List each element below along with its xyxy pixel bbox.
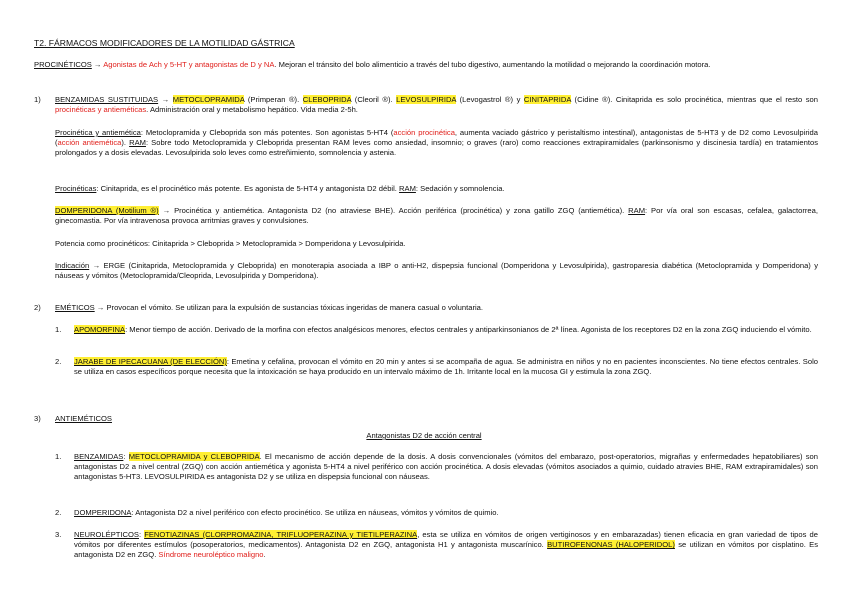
procinetica-antiemetica-paragraph: Procinética y antiemética: Metoclopramida y Cleboprida son más potentes. Son agonistas 5-HT4 (acción procinética, aumenta vaciado gástrico y peristaltismo intestinal), antagonistas de 5-HT3 y de D2 como Levosulpirida (acción antiemética). RAM: Sobre todo Metoclopramida y Cleboprida presentan RAM leves como ansiedad, insomnio; o graves (raro) como reacciones extrapiramidales (parkinsonismo y discinesia tardía) en tratamientos prolongados y a dosis elevadas. Levosulpirida solo leves como estreñimiento, somnolencia y astenia.: [55, 128, 818, 158]
domperidona-antiemetico-paragraph: DOMPERIDONA: Antagonista D2 a nivel periférico con efecto procinético. Se utiliza en náuseas, vómitos y vómitos de quimio.: [74, 508, 499, 517]
drug-metoclopramida: METOCLOPRAMIDA: [172, 95, 245, 104]
procineticas-paragraph: Procinéticas: Cinitaprida, es el procinético más potente. Es agonista de 5-HT4 y antagonista D2 débil. RAM: Sedación y somnolencia.: [55, 184, 505, 193]
ipecacuana-paragraph: JARABE DE IPECACUANA (DE ELECCIÓN): Emetina y cefalina, provocan el vómito en 20 min y antes si se acompaña de agua. Se administra en niños y no en pacientes inconscientes. No tiene efectos centrales. Solo se utiliza en casos específicos porque necesita que la intoxicación se haya producido en un intervalo máximo de 1h. Irritante local en la mucosa GI y estimula la zona ZGQ.: [74, 357, 818, 377]
emeticos-item-1-number: 1.: [55, 325, 62, 334]
section-3-number: 3): [34, 414, 41, 423]
antiemeticos-item-3-number: 3.: [55, 530, 62, 539]
document-title: T2. FÁRMACOS MODIFICADORES DE LA MOTILIDAD GÁSTRICA: [34, 38, 295, 48]
intro-red-text: Agonistas de Ach y 5-HT y antagonistas de D y NA: [103, 60, 275, 69]
drug-cleboprida: CLEBOPRIDA: [302, 95, 352, 104]
section-2-paragraph: EMÉTICOS → Provocan el vómito. Se utilizan para la expulsión de sustancias tóxicas ingeridas de manera casual o voluntaria.: [55, 303, 484, 312]
drug-cinitaprida: CINITAPRIDA: [523, 95, 572, 104]
section-2-number: 2): [34, 303, 41, 312]
section-3-heading: ANTIEMÉTICOS: [55, 414, 112, 423]
domperidona-paragraph: DOMPERIDONA (Motilium ®) → Procinética y antiemética. Antagonista D2 (no atraviese BHE). Acción periférica (procinética) y zona gatillo ZGQ (antiemética). RAM: Por vía oral son escasas, cefalea, galactorrea, ginecomastia. Por vía intravenosa provoca arritmias graves y convulsiones.: [55, 206, 818, 226]
section-1-heading: BENZAMIDAS SUSTITUIDAS: [55, 95, 159, 104]
benzamidas-paragraph: BENZAMIDAS: METOCLOPRAMIDA y CLEBOPRIDA. El mecanismo de acción depende de la dosis. A dosis convencionales (vómitos del embarazo, post-operatorios, migrañas y enfermedades hepatobiliares) son antagonistas D2 a nivel central (ZGQ) con acción antiemética y agonista 5-HT4 a nivel periférico con acción procinética. A dosis elevadas (vómitos asociados a quimio, cuidado atravies BHE, RAM extrapiramidales) son antagonistas 5-HT3. LEVOSULPIRIDA es antagonista D2 y se utiliza en dispepsia funcional con náuseas.: [74, 452, 818, 482]
antagonistas-subheading: Antagonistas D2 de acción central: [366, 431, 482, 440]
apomorfina-paragraph: APOMORFINA: Menor tiempo de acción. Derivado de la morfina con efectos analgésicos menores, efectos centrales y antiparkinsonianos de 2ª línea. Agonista de los receptores D2 en la zona ZGQ induciendo el vómito.: [74, 325, 812, 334]
antiemeticos-item-1-number: 1.: [55, 452, 62, 461]
antiemeticos-item-2-number: 2.: [55, 508, 62, 517]
procineticos-term: PROCINÉTICOS: [34, 60, 92, 69]
emeticos-item-2-number: 2.: [55, 357, 62, 366]
section-1-paragraph: BENZAMIDAS SUSTITUIDAS → METOCLOPRAMIDA (Primperan ®). CLEBOPRIDA (Cleoril ®). LEVOSULPIRIDA (Levogastrol ®) y CINITAPRIDA (Cidine ®). Cinitaprida es solo procinética, mientras que el resto son procinéticas y antieméticas. Administración oral y metabolismo hepático. Vida media 2-5h.: [55, 95, 818, 115]
section-1-number: 1): [34, 95, 41, 104]
intro-paragraph: PROCINÉTICOS → Agonistas de Ach y 5-HT y antagonistas de D y NA. Mejoran el tránsito del bolo alimenticio a través del tubo digestivo, aumentando la motilidad o mejorando la coordinación motora.: [34, 60, 711, 69]
section-2-heading: EMÉTICOS: [55, 303, 95, 312]
potencia-paragraph: Potencia como procinéticos: Cinitaprida > Cleboprida > Metoclopramida > Domperidona y Levosulpirida.: [55, 239, 406, 248]
indicacion-paragraph: Indicación → ERGE (Cinitaprida, Metoclopramida y Cleboprida) en monoterapia asociada a IBP o anti-H2, dispepsia funcional (Domperidona y Levosulpirida), gastroparesia diabética (Metoclopramida y Domperidona) y náuseas y vómitos (Metoclopramida/Cleoprida, Levosulpirida y Domperidona).: [55, 261, 818, 281]
neurolepticos-paragraph: NEUROLÉPTICOS: FENOTIAZINAS (CLORPROMAZINA, TRIFLUOPERAZINA y TIETILPERAZINA, esta se utiliza en vómitos de origen vertiginosos y en embarazadas) tienen eficacia en gran variedad de tipos de vómitos por diferentes estímulos (posoperatorios, medicamentos). Antagonista D2 en ZGQ, antagonista H1 y antagonista muscarínico. BUTIROFENONAS (HALOPERIDOL) se utilizan en vómitos por cisplatino. Es antagonista D2 en ZGQ. Síndrome neuroléptico maligno.: [74, 530, 818, 560]
drug-levosulpirida: LEVOSULPIRIDA: [396, 95, 457, 104]
